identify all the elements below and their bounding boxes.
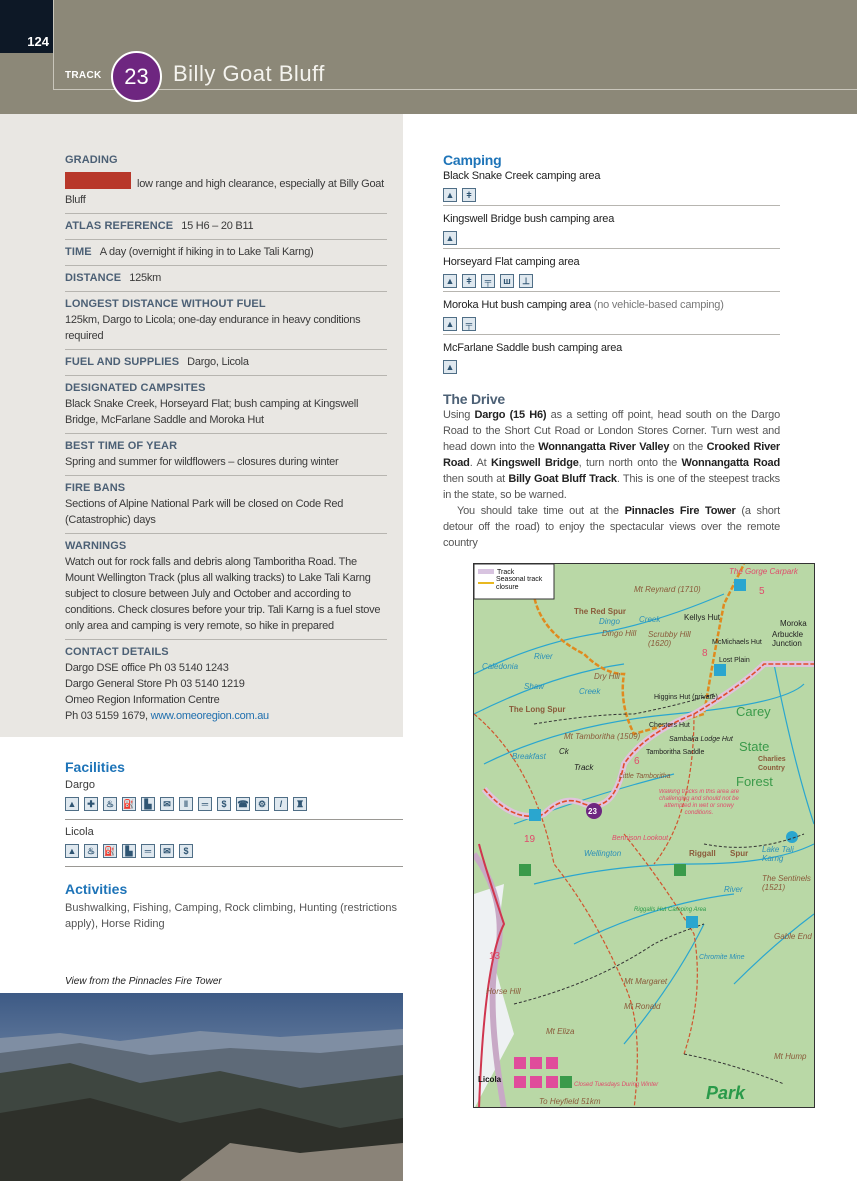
facility-icons xyxy=(65,844,403,858)
map-label: Park xyxy=(706,1083,746,1103)
legend-track-label: Track xyxy=(497,569,515,576)
map-label: 19 xyxy=(524,834,536,845)
distance-heading: DISTANCE xyxy=(65,272,122,284)
contact-line: Omeo Region Information Centre xyxy=(65,694,220,706)
post-office-icon: ✉ xyxy=(160,797,174,811)
camping-icons xyxy=(443,274,780,288)
camping-site xyxy=(443,340,780,377)
camping-site xyxy=(443,297,780,335)
map-legend xyxy=(474,564,554,599)
hospital-icon: ✚ xyxy=(84,797,98,811)
map-label: Caledonia xyxy=(482,662,519,671)
tools-icon: / xyxy=(274,797,288,811)
fuel-distance-heading: LONGEST DISTANCE WITHOUT FUEL xyxy=(65,298,266,310)
place-name: Billy Goat Bluff Track xyxy=(508,473,617,485)
activities-heading: Activities xyxy=(65,881,128,897)
photo-caption: View from the Pinnacles Fire Tower xyxy=(65,976,222,987)
track-number-badge: 23 xyxy=(111,51,162,102)
map-label: 13 xyxy=(489,951,501,962)
map-label: River xyxy=(724,885,743,894)
route-map xyxy=(473,563,815,1108)
map-label: Sambaka Lodge Hut xyxy=(669,736,733,743)
fireplace-icon: ш xyxy=(500,274,514,288)
supplies-section xyxy=(65,349,387,375)
legend-seasonal-label: Seasonal track closure xyxy=(496,576,543,591)
map-label: Dingo Hill xyxy=(602,629,637,638)
map-label: To Heyfield 51km xyxy=(539,1097,601,1106)
camping-site-name: Black Snake Creek camping area xyxy=(443,170,601,182)
drive-text: , turn north onto the xyxy=(578,457,682,469)
atm-icon: $ xyxy=(217,797,231,811)
fire-bans-section xyxy=(65,475,387,533)
photo-pinnacles-view xyxy=(0,993,403,1181)
map-label: Scrubby Hill (1620) xyxy=(648,630,691,648)
map-label: Riggall xyxy=(689,849,716,858)
map-label: State xyxy=(739,739,770,754)
map-label: Kellys Hut xyxy=(684,613,721,622)
map-label: Gable End xyxy=(774,932,812,941)
drive-text: (a short detour off the road) to enjoy the spectacular views over the remote country xyxy=(443,505,780,549)
map-label: Tamboritha Saddle xyxy=(646,749,705,756)
grading-text: low range and high clearance, especially at Billy Goat Bluff xyxy=(65,178,384,206)
campsites-heading: DESIGNATED CAMPSITES xyxy=(65,382,206,394)
atlas-heading: ATLAS REFERENCE xyxy=(65,220,174,232)
map-note: Walking tracks in this area are challenging and should not be attempted in wet or snowy conditions. xyxy=(658,789,740,816)
map-label: Shaw xyxy=(524,682,545,691)
place-name: Kingswell Bridge xyxy=(490,457,579,469)
toilets-icon: ǂ xyxy=(462,188,476,202)
map-label: Closed Tuesdays During Winter xyxy=(574,1082,659,1088)
drive-text: Using xyxy=(443,409,475,421)
camping-heading: Camping xyxy=(443,152,502,168)
camping-icon: ▲ xyxy=(65,844,79,858)
best-time-section xyxy=(65,433,387,475)
phone-icon: ☎ xyxy=(237,799,249,809)
fire-bans-text: Sections of Alpine National Park will be closed on Code Red (Catastrophic) days xyxy=(65,498,344,526)
fuel-pump-icon: ⛽ xyxy=(123,799,135,809)
left-column xyxy=(0,114,403,1181)
best-time-heading: BEST TIME OF YEAR xyxy=(65,440,178,452)
map-label: Track xyxy=(574,763,594,772)
map-label: The Long Spur xyxy=(509,705,566,714)
camping-site xyxy=(443,254,780,292)
facility-place-name: Licola xyxy=(65,826,94,838)
map-label: Mt Ronald xyxy=(624,1002,661,1011)
place-name: Crooked River Road xyxy=(443,441,780,469)
camping-site-name: Kingswell Bridge bush camping area xyxy=(443,213,615,225)
accommodation-icon: ═ xyxy=(198,797,212,811)
drive-text: on the xyxy=(669,441,707,453)
picnic-table-icon: ╤ xyxy=(462,317,476,331)
camping-icons xyxy=(443,231,780,245)
supplies-heading: FUEL AND SUPPLIES xyxy=(65,356,180,368)
map-label: Charlies Country xyxy=(758,756,786,772)
shop-icon: ▙ xyxy=(141,797,155,811)
post-office-icon: ✉ xyxy=(160,844,174,858)
facilities-section xyxy=(65,759,403,932)
camping-list xyxy=(443,168,780,377)
camping-icon: ▲ xyxy=(443,360,457,374)
map-label: 23 xyxy=(588,807,597,816)
map-label: Moroka xyxy=(780,619,807,628)
camping-icon: ▲ xyxy=(65,797,79,811)
right-column xyxy=(443,152,780,551)
best-time-text: Spring and summer for wildflowers – closures during winter xyxy=(65,456,339,468)
camping-icons xyxy=(443,360,780,374)
accommodation-icon: ═ xyxy=(141,844,155,858)
drive-heading: The Drive xyxy=(443,391,505,407)
map-label: Creek xyxy=(579,687,601,696)
fuel-gas-icon: ♨ xyxy=(103,797,117,811)
distance-text: 125km xyxy=(129,272,161,284)
fire-bans-heading: FIRE BANS xyxy=(65,482,126,494)
map-label: Arbuckle Junction xyxy=(772,630,804,648)
map-label: Riggalls Hut Camping Area xyxy=(634,907,707,913)
time-section xyxy=(65,239,387,265)
map-label: Dingo xyxy=(599,617,620,626)
fuel-distance-section xyxy=(65,291,387,349)
drive-paragraph xyxy=(443,407,780,503)
map-label: Dry Hill xyxy=(594,672,620,681)
time-heading: TIME xyxy=(65,246,92,258)
facility-place-name: Dargo xyxy=(65,779,95,791)
map-label: Wellington xyxy=(584,849,622,858)
contact-section xyxy=(65,639,387,729)
camping-site-name: Moroka Hut bush camping area xyxy=(443,299,591,311)
map-label: Chromite Mine xyxy=(699,954,745,961)
divider xyxy=(65,819,403,820)
map-label: 8 xyxy=(702,648,708,659)
contact-line: Dargo General Store Ph 03 5140 1219 xyxy=(65,678,245,690)
map-label: Chesters Hut xyxy=(649,722,690,729)
atm-icon: $ xyxy=(179,844,193,858)
time-text: A day (overnight if hiking in to Lake Tali Karng) xyxy=(99,246,314,258)
website-link[interactable]: www.omeoregion.com.au xyxy=(150,710,269,722)
info-panel xyxy=(0,114,403,737)
drive-text: You should take time out at the xyxy=(457,505,625,517)
fuel-distance-text: 125km, Dargo to Licola; one-day endurance in heavy conditions required xyxy=(65,314,361,342)
map-label: Creek xyxy=(639,615,661,624)
campsites-section xyxy=(65,375,387,433)
map-label: Higgins Hut (private) xyxy=(654,694,718,701)
warnings-section xyxy=(65,533,387,639)
fuel-gas-icon: ♨ xyxy=(84,844,98,858)
map-label: 5 xyxy=(759,586,765,597)
map-label: Mt Reynard (1710) xyxy=(634,585,701,594)
divider xyxy=(53,0,54,90)
map-label: 6 xyxy=(634,756,640,767)
contact-phone: Ph 03 5159 1679, xyxy=(65,710,151,722)
picnic-table-icon: ╤ xyxy=(481,274,495,288)
divider xyxy=(53,89,857,90)
track-info xyxy=(65,152,387,729)
camping-site xyxy=(443,211,780,249)
restaurant-icon: ‖ xyxy=(179,797,193,811)
drive-text: . At xyxy=(469,457,491,469)
map-label: Bennison Lookout xyxy=(612,835,669,842)
track-label: TRACK xyxy=(65,70,102,81)
grading-heading: GRADING xyxy=(65,154,118,166)
map-label: Spur xyxy=(730,849,749,858)
camping-icon: ▲ xyxy=(443,231,457,245)
contact-line: Dargo DSE office Ph 03 5140 1243 xyxy=(65,662,229,674)
grading-section xyxy=(65,152,387,213)
drive-section xyxy=(443,391,780,551)
contact-line xyxy=(65,708,387,724)
map-label: Mt Margaret xyxy=(624,977,668,986)
water-tap-icon: ⊥ xyxy=(519,274,533,288)
camping-icons xyxy=(443,188,780,202)
place-name: Dargo (15 H6) xyxy=(474,409,547,421)
fuel-pump-icon: ⛽ xyxy=(104,846,116,856)
shop-icon: ▙ xyxy=(122,844,136,858)
place-name: Wonnangatta Road xyxy=(681,457,780,469)
mechanic-icon: ⚙ xyxy=(255,797,269,811)
map-label: Ck xyxy=(559,747,569,756)
map-label: The Red Spur xyxy=(574,607,627,616)
map-label: Little Tamboritha xyxy=(619,773,671,780)
camping-icon: ▲ xyxy=(443,188,457,202)
map-label: Lake Tali Karng xyxy=(762,845,794,863)
spacer xyxy=(0,932,403,976)
map-label: Licola xyxy=(478,1075,502,1084)
page-number: 124 xyxy=(0,0,53,53)
drive-text: . This is one of the steepest tracks in the state, so be warned. xyxy=(443,473,780,501)
place-name: Wonnangatta River Valley xyxy=(538,441,670,453)
distance-section xyxy=(65,265,387,291)
camping-site xyxy=(443,168,780,206)
supplies-text: Dargo, Licola xyxy=(187,356,249,368)
camping-site-name: McFarlane Saddle bush camping area xyxy=(443,342,623,354)
map-label: The Gorge Carpark xyxy=(729,567,798,576)
activities-text: Bushwalking, Fishing, Camping, Rock climbing, Hunting (restrictions apply), Horse Riding xyxy=(65,902,397,930)
lake-tali-karng xyxy=(786,831,798,843)
map-label: Mt Tamboritha (1509) xyxy=(564,732,641,741)
map-label: The Sentinels (1521) xyxy=(762,874,811,892)
camping-site-name: Horseyard Flat camping area xyxy=(443,256,580,268)
toilets-icon: ǂ xyxy=(462,274,476,288)
right-wrapper xyxy=(443,152,823,1108)
map-label: Lost Plain xyxy=(719,657,750,664)
map-label: River xyxy=(534,652,553,661)
camping-icon: ▲ xyxy=(443,274,457,288)
camping-icons xyxy=(443,317,780,331)
warnings-text: Watch out for rock falls and debris along Tamboritha Road. The Mount Wellington Track (plus all walking tracks) to Lake Tali Karng subject to closure between July and October and according to conditions. Check closures before your trip. Tali Karng is a fuel stove only area and camping is very remote, so hike in prepared xyxy=(65,556,381,632)
atlas-text: 15 H6 – 20 B11 xyxy=(181,220,254,232)
campsites-text: Black Snake Creek, Horseyard Flat; bush camping at Kingswell Bridge, McFarlane Saddle and Moroka Hut xyxy=(65,398,359,426)
map-label: Breakfast xyxy=(512,752,546,761)
drive-text: then south at xyxy=(443,473,509,485)
map-label: Mt Hump xyxy=(774,1052,807,1061)
divider xyxy=(65,866,403,867)
place-name: Pinnacles Fire Tower xyxy=(624,505,736,517)
map-label: Mt Eliza xyxy=(546,1027,575,1036)
bar-icon: ♜ xyxy=(293,797,307,811)
drive-text: as a setting off point, head south on the Dargo Road to the Short Cut Road or London Stores Corner. Turn west and head down into the xyxy=(443,409,781,453)
page-header xyxy=(0,0,857,114)
map-label: McMichaels Hut xyxy=(712,639,762,646)
map-label: Forest xyxy=(736,774,773,789)
map-label: Horse Hill xyxy=(486,987,521,996)
facility-icons xyxy=(65,797,403,811)
facilities-heading: Facilities xyxy=(65,759,125,775)
contact-heading: CONTACT DETAILS xyxy=(65,646,169,658)
map-label: Carey xyxy=(736,704,771,719)
atlas-section xyxy=(65,213,387,239)
grade-indicator xyxy=(65,172,131,189)
camping-site-note: (no vehicle-based camping) xyxy=(590,299,724,311)
page-title: Billy Goat Bluff xyxy=(173,61,325,86)
warnings-heading: WARNINGS xyxy=(65,540,127,552)
camping-icon: ▲ xyxy=(443,317,457,331)
drive-paragraph xyxy=(443,503,780,551)
